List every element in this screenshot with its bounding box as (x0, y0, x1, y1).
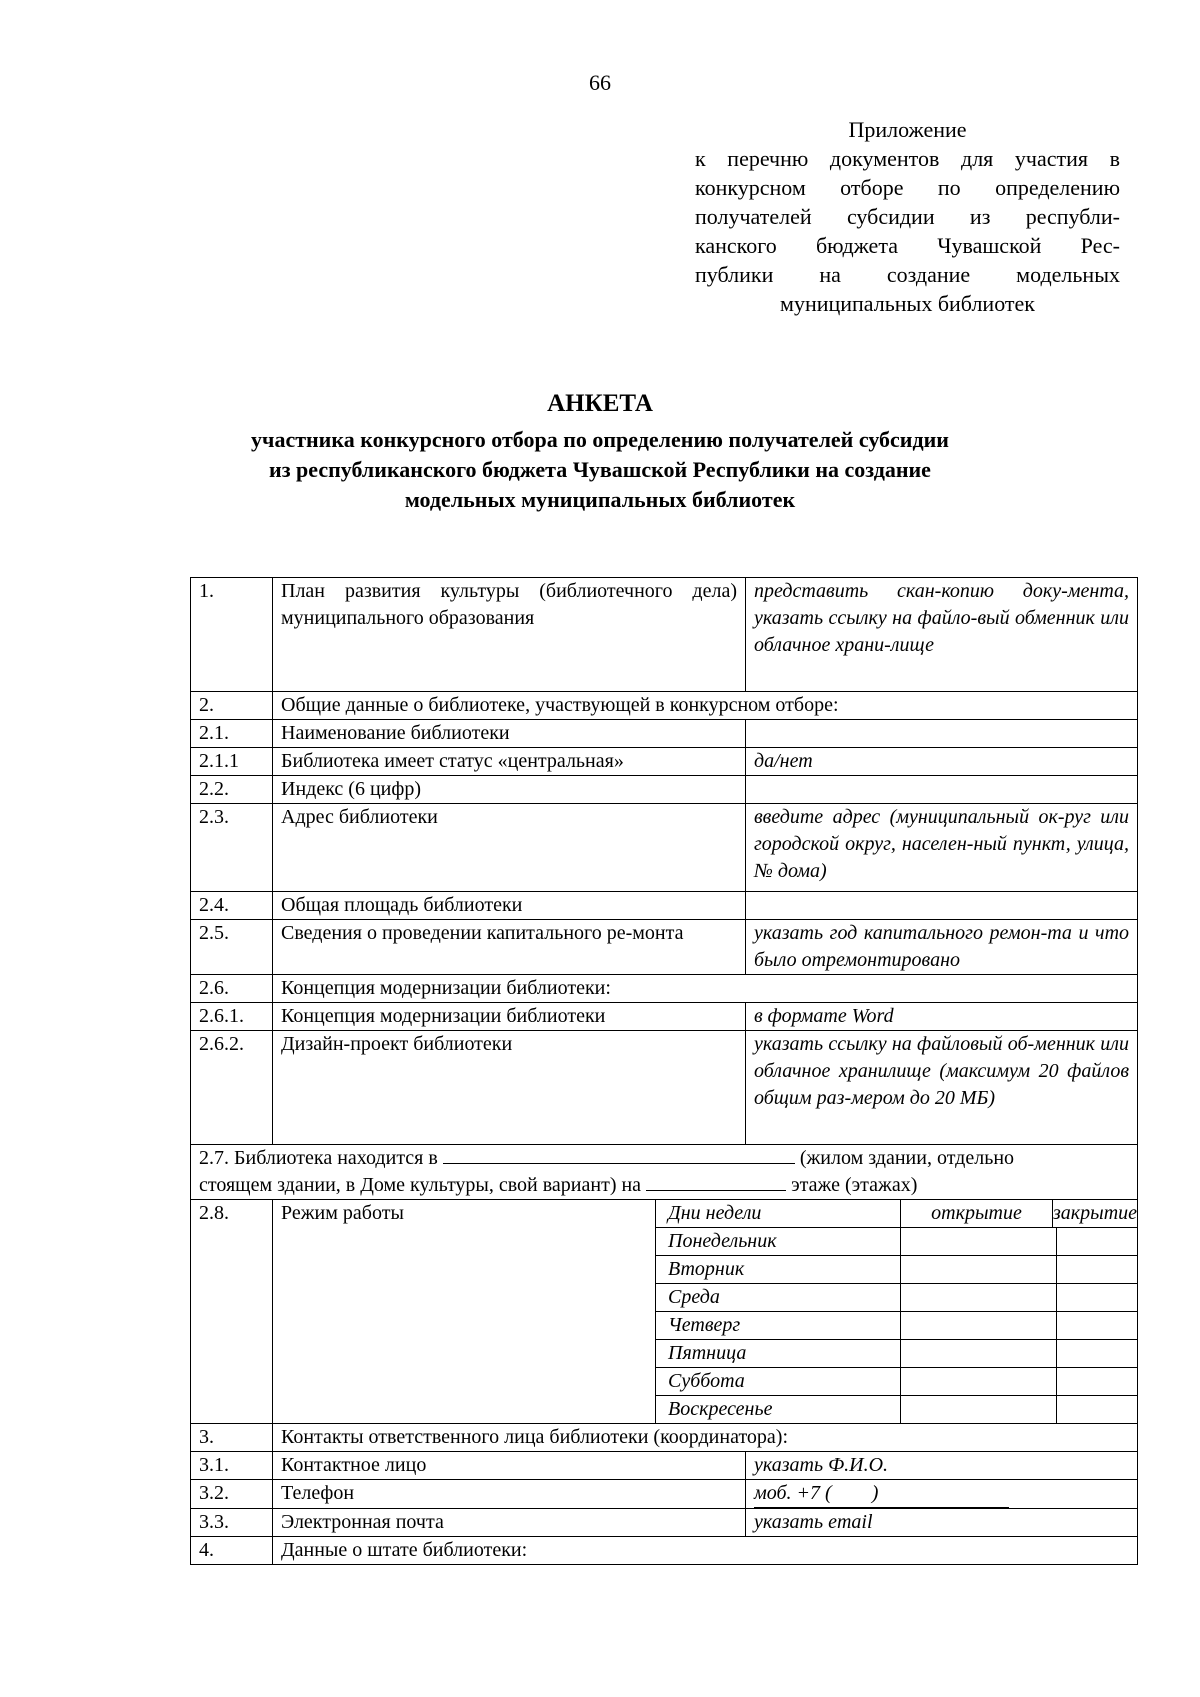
table-row (191, 1145, 1138, 1200)
row-label: 2.7. Библиотека находится в (199, 1147, 438, 1169)
schedule-days-header: Дни недели (668, 1202, 762, 1224)
row-hint[interactable]: указать ссылку на файловый об-менник или облачное хранилище (максимум 20 файлов общим раз-мером до 20 МБ) (746, 1031, 1138, 1145)
table-row (191, 1031, 1138, 1145)
row-number: 2.1. (191, 720, 273, 748)
phone-field[interactable] (746, 1480, 1138, 1509)
close-time-field[interactable] (1057, 1312, 1137, 1339)
appendix-line: к перечню документов для участия в (695, 146, 1120, 171)
row-label: Телефон (273, 1480, 746, 1509)
row-label: Дизайн-проект библиотеки (273, 1031, 746, 1145)
row-label: Сведения о проведении капитального ре-монта (273, 920, 746, 975)
appendix-block (695, 115, 1120, 318)
row-label: Электронная почта (273, 1509, 746, 1537)
table-row (191, 720, 1138, 748)
open-time-field[interactable] (901, 1340, 1057, 1367)
table-row (191, 776, 1138, 804)
schedule-day: Пятница (656, 1340, 901, 1368)
floor-field[interactable] (646, 1172, 786, 1191)
total-area-field[interactable] (746, 892, 1138, 920)
row-hint[interactable]: указать Ф.И.О. (746, 1452, 1138, 1480)
row-label: Режим работы (273, 1200, 656, 1424)
building-location-row (191, 1145, 1138, 1200)
appendix-line: конкурсном отборе по определению (695, 175, 1120, 200)
row-number: 2.6.1. (191, 1003, 273, 1031)
close-time-field[interactable] (1057, 1396, 1137, 1423)
table-row (191, 1003, 1138, 1031)
row-label: Общая площадь библиотеки (273, 892, 746, 920)
row-number: 2.8. (191, 1200, 273, 1424)
close-time-field[interactable] (1057, 1228, 1137, 1255)
row-hint[interactable]: в формате Word (746, 1003, 1138, 1031)
table-row (191, 1424, 1138, 1452)
close-time-field[interactable] (1057, 1284, 1137, 1311)
schedule-day: Среда (656, 1284, 901, 1312)
row-label: этаже (этажах) (791, 1174, 918, 1196)
row-number: 3. (191, 1424, 273, 1452)
row-number: 4. (191, 1537, 273, 1565)
row-number: 2.5. (191, 920, 273, 975)
subtitle-line: участника конкурсного отбора по определению получателей субсидии (251, 427, 949, 452)
row-label: Индекс (6 цифр) (273, 776, 746, 804)
library-name-field[interactable] (746, 720, 1138, 748)
open-time-field[interactable] (901, 1368, 1057, 1395)
row-label: Контактное лицо (273, 1452, 746, 1480)
row-hint[interactable]: указать email (746, 1509, 1138, 1537)
row-hint[interactable]: указать год капитального ремон-та и что было отремонтировано (746, 920, 1138, 975)
table-row (191, 1537, 1138, 1565)
open-time-field[interactable] (901, 1228, 1057, 1255)
row-number: 3.2. (191, 1480, 273, 1509)
row-number: 3.3. (191, 1509, 273, 1537)
schedule-open-header: открытие (901, 1200, 1053, 1227)
appendix-line: муниципальных библиотек (780, 291, 1035, 316)
schedule-day: Вторник (656, 1256, 901, 1284)
form-subtitle (220, 425, 980, 515)
row-label: Общие данные о библиотеке, участвующей в конкурсном отборе: (273, 692, 1138, 720)
close-time-field[interactable] (1057, 1368, 1137, 1395)
table-row (191, 804, 1138, 892)
row-label: Наименование библиотеки (273, 720, 746, 748)
row-label: Контакты ответственного лица библиотеки (координатора): (273, 1424, 1138, 1452)
schedule-hours-header (901, 1200, 1138, 1228)
close-time-field[interactable] (1057, 1256, 1137, 1283)
row-label: Концепция модернизации библиотеки (273, 1003, 746, 1031)
building-type-field[interactable] (443, 1145, 795, 1164)
form-title: АНКЕТА (547, 390, 653, 417)
row-label: Библиотека имеет статус «центральная» (273, 748, 746, 776)
row-label: стоящем здании, в Доме культуры, свой вариант) на (199, 1174, 642, 1196)
questionnaire-table (190, 577, 1138, 1565)
open-time-field[interactable] (901, 1312, 1057, 1339)
row-number: 3.1. (191, 1452, 273, 1480)
row-hint[interactable]: да/нет (746, 748, 1138, 776)
table-row (191, 1200, 1138, 1228)
table-row (191, 1480, 1138, 1509)
schedule-day: Воскресенье (656, 1396, 901, 1424)
row-hint: моб. +7 ( ) (754, 1480, 1009, 1508)
appendix-heading: Приложение (848, 117, 967, 142)
open-time-field[interactable] (901, 1284, 1057, 1311)
postal-index-field[interactable] (746, 776, 1138, 804)
table-row (191, 692, 1138, 720)
table-row (191, 1452, 1138, 1480)
row-number: 2.3. (191, 804, 273, 892)
schedule-day: Понедельник (656, 1228, 901, 1256)
row-label: Адрес библиотеки (273, 804, 746, 892)
subtitle-line: из республиканского бюджета Чувашской Республики на создание (269, 457, 931, 482)
row-hint[interactable]: представить скан-копию доку-мента, указать ссылку на файло-вый обменник или облачное храни-лище (746, 578, 1138, 692)
row-number: 2.6.2. (191, 1031, 273, 1145)
row-number: 2.4. (191, 892, 273, 920)
row-label: План развития культуры (библиотечного дела) муниципального образования (273, 578, 746, 692)
schedule-close-header: закрытие (1052, 1202, 1138, 1224)
schedule-header (656, 1200, 901, 1228)
close-time-field[interactable] (1057, 1340, 1137, 1367)
schedule-day: Четверг (656, 1312, 901, 1340)
row-number: 2.1.1 (191, 748, 273, 776)
table-row (191, 892, 1138, 920)
open-time-field[interactable] (901, 1396, 1057, 1423)
row-number: 1. (191, 578, 273, 692)
table-row (191, 748, 1138, 776)
row-label: Концепция модернизации библиотеки: (273, 975, 1138, 1003)
subtitle-line: модельных муниципальных библиотек (404, 487, 796, 512)
table-row (191, 578, 1138, 692)
schedule-day: Суббота (656, 1368, 901, 1396)
row-number: 2. (191, 692, 273, 720)
appendix-line: публики на создание модельных (695, 262, 1120, 287)
table-row (191, 920, 1138, 975)
table-row (191, 975, 1138, 1003)
table-row (191, 1509, 1138, 1537)
row-number: 2.2. (191, 776, 273, 804)
appendix-line: получателей субсидии из республи- (695, 204, 1120, 229)
appendix-line: канского бюджета Чувашской Рес- (695, 233, 1120, 258)
row-hint[interactable]: введите адрес (муниципальный ок-руг или городской округ, населен-ный пункт, улица, № дома) (746, 804, 1138, 892)
row-label: Данные о штате библиотеки: (273, 1537, 1138, 1565)
row-number: 2.6. (191, 975, 273, 1003)
page-number: 66 (589, 70, 611, 95)
row-label: (жилом здании, отдельно (799, 1147, 1015, 1169)
open-time-field[interactable] (901, 1256, 1057, 1283)
